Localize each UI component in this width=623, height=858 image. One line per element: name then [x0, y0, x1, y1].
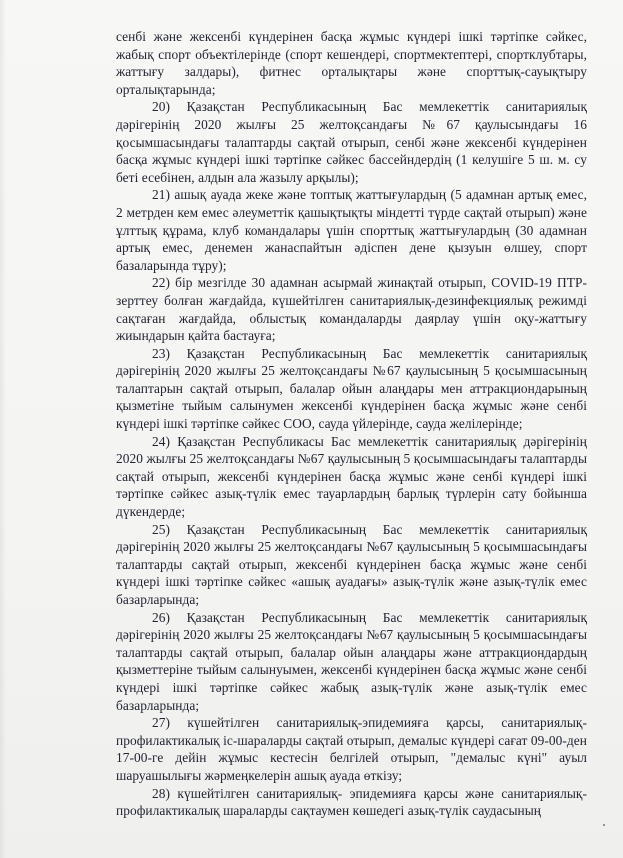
paragraph-item-26: 26) Қазақстан Республикасының Бас мемлекеттік санитариялық дәрігерінің 2020 жылғы 25 желтоқсандағы №67 қаулысының 5 қосымшасындағы талаптарды сақтай отырып, балалар ойын алаңдары және аттракциондардың қызметтеріне тыйым салынуымен, жексенбі күндерінен басқа жұмыс және сенбі күндері ішкі тәртіпке сәйкес жабық азық-түлік және азық-түлік емес базарларында;	[116, 609, 587, 713]
scan-edge-shadow	[0, 0, 6, 858]
paragraph-item-27: 27) күшейтілген санитариялық-эпидемияға қарсы, санитариялық-профилактикалық іс-шараларды сақтай отырып, демалыс күндері сағат 09-00-ден 17-00-ге дейін жұмыс кестесін белгілей отырып, "демалыс күні" ауыл шаруашылығы жәрмеңкелерін ашық ауада өткізу;	[116, 715, 587, 783]
paragraph-item-20: 20) Қазақстан Республикасының Бас мемлекеттік санитариялық дәрігерінің 2020 жылғы 25 желтоқсандағы №67 қаулысындағы 16 қосымшасындағы талаптарды сақтай отырып, сенбі және жексенбі күндерінен басқа жұмыс күндері ішкі тәртіпке сәйкес бассейндердің (1 келушіге 5 ш. м. су беті есебінен, алдын ала жазылу арқылы);	[116, 99, 587, 185]
paragraph-continuation: сенбі және жексенбі күндерінен басқа жұмыс күндері ішкі тәртіпке сәйкес, жабық спорт объектілерінде (спорт кешендері, спортмектептері, спортклубтары, жаттығу залдары), фитнес орталықтары және спорттық-сауықтыру орталықтарында;	[116, 29, 587, 97]
paragraph-item-25: 25) Қазақстан Республикасының Бас мемлекеттік санитариялық дәрігерінің 2020 жылғы 25 желтоқсандағы №67 қаулысының 5 қосымшасындағы талаптарды сақтай отырып, жексенбі күндерінен басқа жұмыс және сенбі күндері ішкі тәртіпке сәйкес «ашық ауадағы» азық-түлік және азық-түлік емес базарларында;	[116, 521, 587, 607]
document-body	[116, 28, 587, 820]
paragraph-item-24: 24) Қазақстан Республикасы Бас мемлекеттік санитариялық дәрігерінің 2020 жылғы 25 желтоқсандағы №67 қаулысының 5 қосымшасындағы талаптарды сақтай отырып, жексенбі күндерінен басқа жұмыс және сенбі күндері ішкі тәртіпке сәйкес азық-түлік емес тауарлардың барлық түрлерін сату бойынша дүкендерде;	[116, 433, 587, 520]
paragraph-item-28: 28) күшейтілген санитариялық- эпидемияға қарсы және санитариялық-профилактикалық шараларды сақтаумен көшедегі азық-түлік саудасының	[116, 785, 587, 819]
paragraph-item-21: 21) ашық ауада жеке және топтық жаттығулардың (5 адамнан артық емес, 2 метрден кем емес әлеуметтік қашықтықты міндетті түрде сақтай отырып) және ұлттық құрама, клуб командалары үшін спорттық жаттығулардың (30 адамнан артық емес, денемен жанаспайтын әдіспен дене қызуын өлшеу, спорт базаларында тұру);	[116, 187, 587, 273]
paragraph-item-22: 22) бір мезгілде 30 адамнан асырмай жинақтай отырып, COVID-19 ПТР-зерттеу болған жағдайда, күшейтілген санитариялық-дезинфекциялық режимді сақтаған жағдайда, облыстық командаларды даярлау үшін оқу-жаттығу жиындарын қайта бастауға;	[116, 275, 587, 344]
scan-speck	[603, 824, 605, 826]
paragraph-item-23: 23) Қазақстан Республикасының Бас мемлекеттік санитариялық дәрігерінің 2020 жылғы 25 желтоқсандағы №67 қаулысының 5 қосымшасының талаптарын сақтай отырып, балалар ойын алаңдары мен аттракциондарының қызметіне тыйым салынумен жексенбі күндерінен басқа жұмыс және сенбі күндері ішкі тәртіпке сәйкес СОО, сауда үйлерінде, сауда желілерінде;	[116, 345, 587, 432]
